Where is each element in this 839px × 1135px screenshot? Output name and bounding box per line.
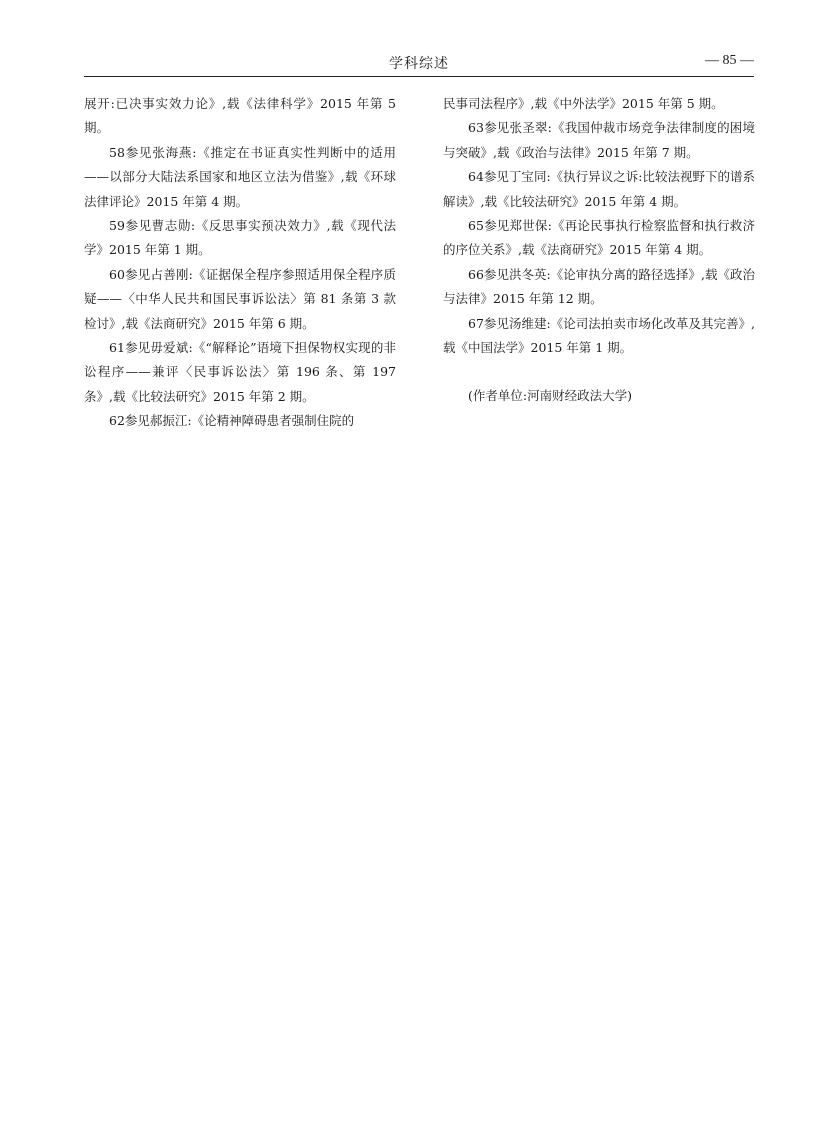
footnote-58: 58参见张海燕:《推定在书证真实性判断中的适用——以部分大陆法系国家和地区立法为借鉴》,载《环球法律评论》2015 年第 4 期。 bbox=[84, 144, 396, 209]
author-affiliation: (作者单位:河南财经政法大学) bbox=[468, 388, 632, 404]
footnote-65: 65参见郑世保:《再论民事执行检察监督和执行救济的序位关系》,载《法商研究》2015 年第 4 期。 bbox=[443, 218, 755, 258]
left-column bbox=[84, 92, 396, 434]
footnote-61: 61参见毋爱斌:《“解释论”语境下担保物权实现的非讼程序——兼评〈民事诉讼法〉第 196 条、第 197 条》,载《比较法研究》2015 年第 2 期。 bbox=[84, 340, 396, 404]
footnote-59: 59参见曹志勋:《反思事实预决效力》,载《现代法学》2015 年第 1 期。 bbox=[84, 218, 396, 258]
footnote-continuation: 展开:已决事实效力论》,载《法律科学》2015 年第 5 期。 bbox=[84, 96, 396, 136]
right-column bbox=[443, 92, 755, 409]
footnote-64: 64参见丁宝同:《执行异议之诉:比较法视野下的谱系解读》,载《比较法研究》2015 年第 4 期。 bbox=[443, 169, 755, 209]
footnote-62: 62参见郝振江:《论精神障碍患者强制住院的 bbox=[109, 413, 355, 429]
footnote-67: 67参见汤维建:《论司法拍卖市场化改革及其完善》,载《中国法学》2015 年第 1 期。 bbox=[443, 315, 755, 356]
page-header bbox=[84, 52, 754, 77]
section-title: 学科综述 bbox=[389, 56, 449, 72]
footnote-62-continuation: 民事司法程序》,载《中外法学》2015 年第 5 期。 bbox=[443, 96, 724, 111]
page-number: — 85 — bbox=[705, 53, 754, 68]
footnote-60: 60参见占善刚:《证据保全程序参照适用保全程序质疑——〈中华人民共和国民事诉讼法〉第 81 条第 3 款检讨》,载《法商研究》2015 年第 6 期。 bbox=[84, 266, 396, 331]
footnote-63: 63参见张圣翠:《我国仲裁市场竞争法律制度的困境与突破》,载《政治与法律》2015 年第 7 期。 bbox=[443, 120, 755, 160]
footnote-66: 66参见洪冬英:《论审执分离的路径选择》,载《政治与法律》2015 年第 12 期。 bbox=[443, 266, 755, 307]
